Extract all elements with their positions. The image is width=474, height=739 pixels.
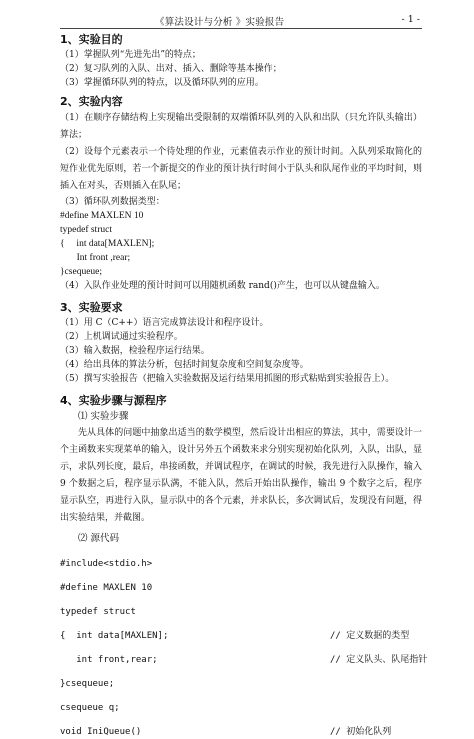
code-line xyxy=(60,605,422,619)
code-text: #include<stdio.h> xyxy=(60,559,153,569)
source-code-block xyxy=(60,557,428,739)
code-line: #define MAXLEN 10 xyxy=(60,211,144,221)
objective-item: （1）掌握队列“先进先出”的特点； xyxy=(60,50,201,60)
code-line xyxy=(60,653,428,667)
code-comment: // 定义数据的类型 xyxy=(330,631,410,641)
requirement-item: （4）给出具体的算法分析，包括时间复杂度和空间复杂度等。 xyxy=(60,360,309,370)
section-heading-content: 2、实验内容 xyxy=(60,95,123,108)
code-text: }csequeue; xyxy=(60,679,115,689)
code-line xyxy=(60,557,422,571)
page-number: - 1 - xyxy=(401,14,420,25)
code-line: Int front ,rear; xyxy=(60,253,131,263)
code-text: { int data[MAXLEN]; xyxy=(60,631,169,641)
subheading-steps: ⑴ 实验步骤 xyxy=(78,411,129,422)
objective-item: （2）复习队列的入队、出对、插入、删除等基本操作； xyxy=(60,64,282,74)
code-text: csequeue q; xyxy=(60,703,120,713)
code-line: }csequeue; xyxy=(60,267,103,277)
code-text: void IniQueue() xyxy=(60,727,142,737)
section-heading-steps: 4、实验步骤与源程序 xyxy=(60,394,167,407)
requirement-item: （1）用 C（C++）语言完成算法设计和程序设计。 xyxy=(60,318,269,328)
code-text: typedef struct xyxy=(60,607,136,617)
code-line xyxy=(60,701,422,715)
code-line xyxy=(60,725,422,739)
content-item-1: （1）在顺序存储结构上实现输出受限制的双端循环队列的入队和出队（只允许队头输出）算法； xyxy=(60,113,422,140)
content-item-4: （4）入队作业处理的预计时间可以用随机函数 rand()产生，也可以从键盘输入。 xyxy=(60,281,385,291)
subheading-source: ⑵ 源代码 xyxy=(78,533,120,544)
code-text: #define MAXLEN 10 xyxy=(60,583,153,593)
requirement-item: （5）撰写实验报告（把输入实验数据及运行结果用抓图的形式粘贴到实验报告上）。 xyxy=(60,374,395,384)
section-heading-requirements: 3、实验要求 xyxy=(60,301,123,314)
code-comment: // 定义队头、队尾指针 xyxy=(330,655,428,665)
steps-paragraph: 先从具体的问题中抽象出适当的数学模型，然后设计出相应的算法，其中，需要设计一个主函数来实现菜单的输入，设计另外五个函数来求分别实现初始化队列，入队，出队，显示，求队列长度，最后，串接函数，并调试程序，在调试的时候，我先进行入队操作，输入 9 个数据之后，程序显示队满，不能入队，然后开始出队操作，输出 9 个数字之后，程序显示队空，再进行入队，显示队中的各个元素，并求队长，多次调试后，发现没有问题，得出实验结果，并截图。 xyxy=(60,428,422,523)
content-item-3: （3）循环队列数据类型： xyxy=(60,197,165,207)
code-line: typedef struct xyxy=(60,225,112,235)
report-body xyxy=(60,32,428,739)
code-line xyxy=(60,629,422,643)
objective-item: （3）掌握循环队列的特点，以及循环队列的应用。 xyxy=(60,78,264,88)
content-item-2: （2）设每个元素表示一个待处理的作业，元素值表示作业的预计时间。入队列采取简化的短作业优先原则，若一个新提交的作业的预计执行时间小于队头和队尾作业的平均时间，则插入在对头，否则插入在队尾； xyxy=(60,147,422,191)
code-line xyxy=(60,677,422,691)
code-line: { int data[MAXLEN]; xyxy=(60,239,155,249)
requirement-item: （2）上机调试通过实验程序。 xyxy=(60,332,183,342)
code-comment: // 初始化队列 xyxy=(330,727,392,737)
page-header xyxy=(60,12,422,29)
code-line xyxy=(60,581,422,595)
section-heading-objectives: 1、实验目的 xyxy=(60,33,123,46)
code-text: int front,rear; xyxy=(60,655,158,665)
requirement-item: （3）输入数据，检验程序运行结果。 xyxy=(60,346,210,356)
header-title: 《算法设计与分析 》实验报告 xyxy=(155,17,285,28)
